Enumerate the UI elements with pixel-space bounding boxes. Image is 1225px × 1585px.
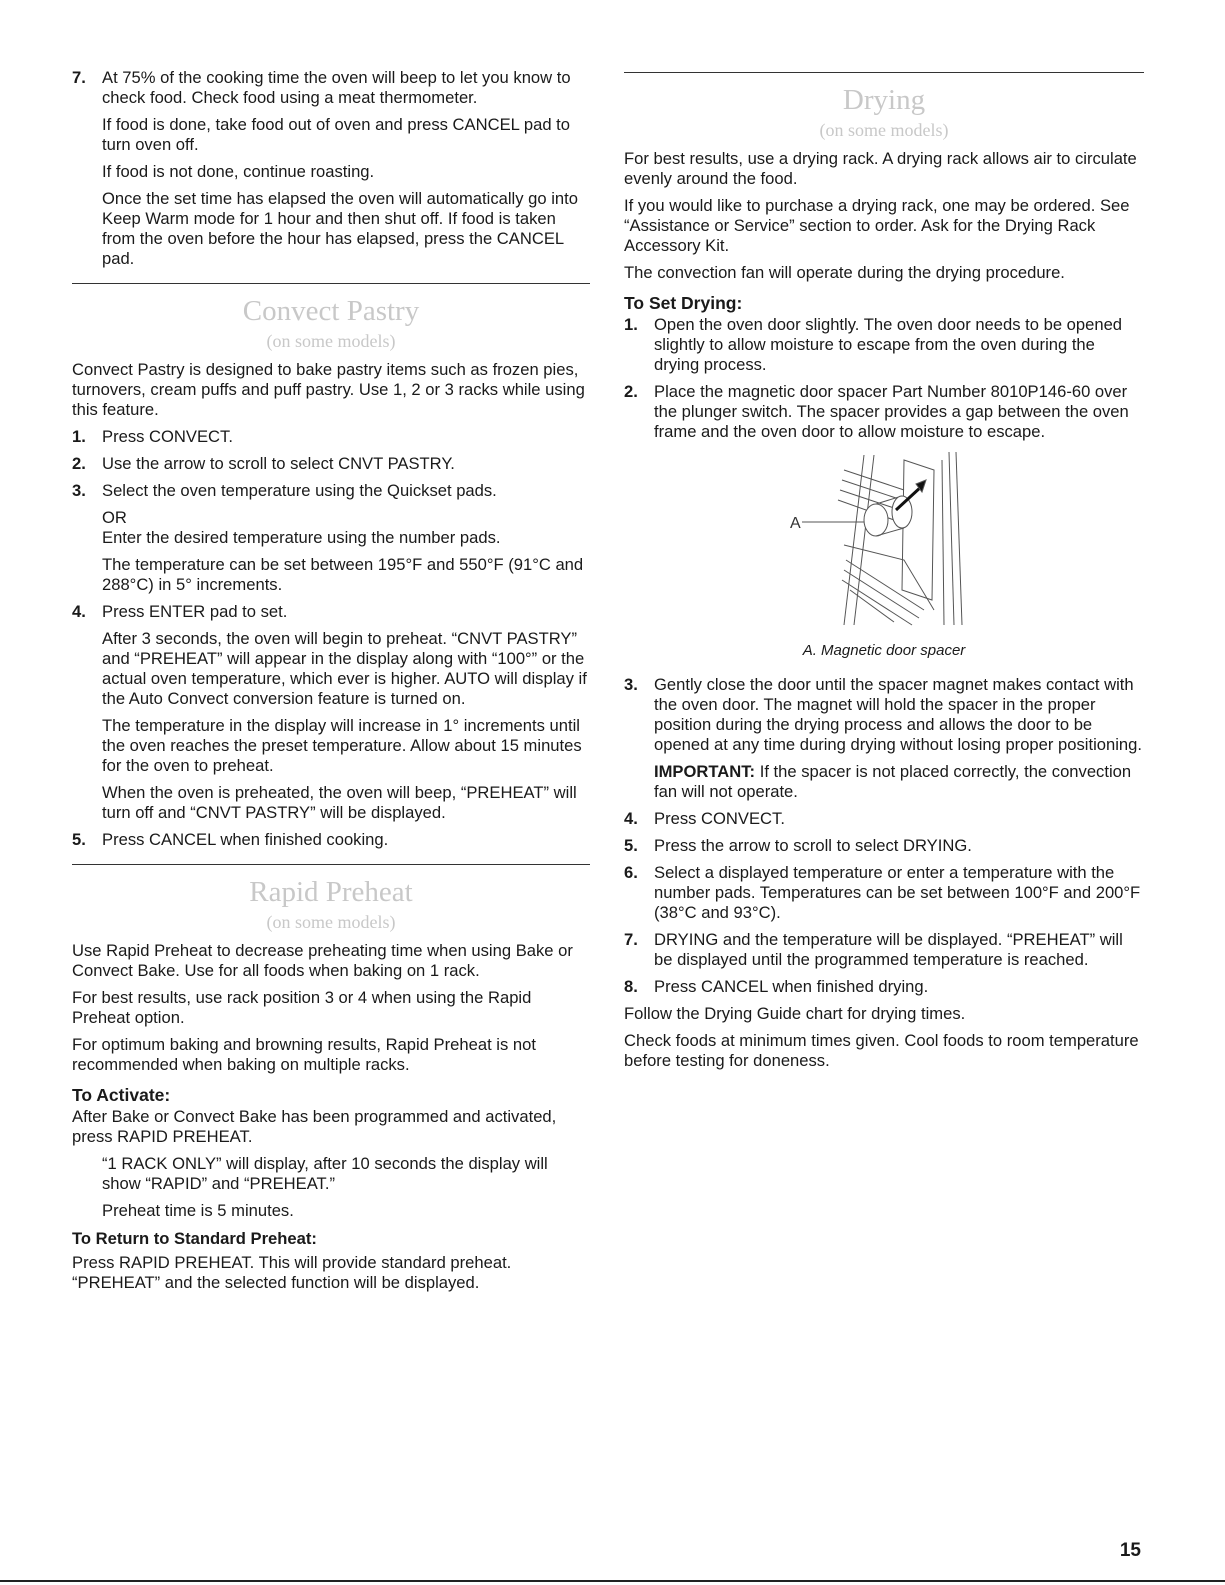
page-number: 15	[1119, 1540, 1141, 1561]
paragraph: After Bake or Convect Bake has been programmed and activated, press RAPID PREHEAT.	[72, 1107, 557, 1146]
list-item	[624, 382, 1144, 442]
step-text: When the oven is preheated, the oven will beep, “PREHEAT” will turn off and “CNVT PASTRY” will be displayed.	[102, 783, 577, 822]
list-item	[624, 977, 1144, 997]
paragraph: Follow the Drying Guide chart for drying times.	[624, 1004, 966, 1023]
section-subtitle: (on some models)	[819, 120, 949, 140]
step-number: 4.	[72, 602, 86, 621]
list-item	[72, 830, 590, 850]
step-number: 2.	[624, 382, 638, 401]
important-note	[654, 762, 1144, 802]
list-item	[72, 454, 590, 474]
section-divider	[624, 72, 1144, 73]
left-column	[72, 68, 590, 1300]
list-item	[72, 427, 590, 447]
page-bottom-rule	[0, 1580, 1225, 1582]
paragraph: For best results, use a drying rack. A drying rack allows air to circulate evenly around the food.	[624, 149, 1137, 188]
step-number: 1.	[624, 315, 638, 334]
paragraph: For best results, use rack position 3 or 4 when using the Rapid Preheat option.	[72, 988, 532, 1027]
list-item	[624, 809, 1144, 829]
list-item	[624, 836, 1144, 856]
subheading: To Set Drying:	[624, 293, 743, 313]
list-item	[72, 602, 590, 823]
section-divider	[72, 283, 590, 284]
figure-label: A	[790, 515, 801, 532]
section-title: Drying	[842, 84, 926, 116]
paragraph: Convect Pastry is designed to bake pastry items such as frozen pies, turnovers, cream puffs and puff pastry. Use 1, 2 or 3 racks while using this feature.	[72, 360, 585, 419]
step-text: Select the oven temperature using the Quickset pads.	[102, 481, 497, 500]
step-text: Open the oven door slightly. The oven door needs to be opened slightly to allow moisture to escape from the oven during the drying process.	[654, 315, 1123, 374]
paragraph: Press RAPID PREHEAT. This will provide standard preheat. “PREHEAT” and the selected function will be displayed.	[72, 1253, 512, 1292]
step-or: OR	[102, 508, 127, 527]
section-title: Convect Pastry	[242, 295, 420, 327]
step-number: 7.	[624, 930, 638, 949]
step-text: Press CONVECT.	[102, 427, 233, 446]
step-text: Select a displayed temperature or enter a temperature with the number pads. Temperatures can be set between 100°F and 200°F (38°C and 93°C).	[654, 863, 1141, 922]
rapid-preheat-section	[72, 875, 590, 1293]
step-text: Press the arrow to scroll to select DRYING.	[654, 836, 972, 855]
paragraph: If food is not done, continue roasting.	[102, 162, 375, 181]
paragraph: Use Rapid Preheat to decrease preheating time when using Bake or Convect Bake. Use for all foods when baking on 1 rack.	[72, 941, 573, 980]
step-text: DRYING and the temperature will be displayed. “PREHEAT” will be displayed until the programmed temperature is reached.	[654, 930, 1123, 969]
step-number: 8.	[624, 977, 638, 996]
step-text: Gently close the door until the spacer magnet makes contact with the oven door. The magnet will hold the spacer in the proper position during the drying process and allows the door to be opened at any time during drying without losing proper positioning.	[654, 675, 1142, 754]
right-column	[624, 68, 1144, 1078]
step-number: 1.	[72, 427, 86, 446]
paragraph: If food is done, take food out of oven and press CANCEL pad to turn oven off.	[102, 115, 570, 154]
roast-step-7	[72, 68, 590, 269]
list-item	[624, 863, 1144, 923]
paragraph: If you would like to purchase a drying rack, one may be ordered. See “Assistance or Service” section to order. Ask for the Drying Rack Accessory Kit.	[624, 196, 1130, 255]
step-text: Press CANCEL when finished drying.	[654, 977, 929, 996]
step-text: Place the magnetic door spacer Part Number 8010P146-60 over the plunger switch. The spacer provides a gap between the oven frame and the oven door to allow moisture to escape.	[654, 382, 1129, 441]
step-text: Press ENTER pad to set.	[102, 602, 288, 621]
list-item	[624, 675, 1144, 802]
step-number: 6.	[624, 863, 638, 882]
door-spacer-figure	[624, 450, 1144, 635]
step-text: Press CONVECT.	[654, 809, 785, 828]
section-divider	[72, 864, 590, 865]
step-number: 4.	[624, 809, 638, 828]
step-text: The temperature in the display will increase in 1° increments until the oven reaches the preset temperature. Allow about 15 minutes for the oven to preheat.	[102, 716, 582, 775]
subheading: To Activate:	[72, 1085, 171, 1105]
paragraph: Preheat time is 5 minutes.	[102, 1201, 294, 1220]
figure-caption: A. Magnetic door spacer	[802, 642, 966, 659]
list-item	[624, 930, 1144, 970]
drying-section	[624, 83, 1144, 1071]
step-text: The temperature can be set between 195°F and 550°F (91°C and 288°C) in 5° increments.	[102, 555, 584, 594]
step-text: Use the arrow to scroll to select CNVT PASTRY.	[102, 454, 455, 473]
important-label: IMPORTANT:	[654, 762, 756, 781]
paragraph: Once the set time has elapsed the oven will automatically go into Keep Warm mode for 1 hour and then shut off. If food is taken from the oven before the hour has elapsed, press the CANCEL pad.	[102, 189, 578, 268]
paragraph: At 75% of the cooking time the oven will beep to let you know to check food. Check food using a meat thermometer.	[102, 68, 571, 107]
list-item	[624, 315, 1144, 375]
step-number: 3.	[624, 675, 638, 694]
paragraph: “1 RACK ONLY” will display, after 10 seconds the display will show “RAPID” and “PREHEAT.”	[102, 1154, 548, 1193]
important-text: If the spacer is not placed correctly, the convection fan will not operate.	[654, 762, 1132, 801]
step-text: Press CANCEL when finished cooking.	[102, 830, 389, 849]
step-text: After 3 seconds, the oven will begin to preheat. “CNVT PASTRY” and “PREHEAT” will appear in the display along with “100°” or the actual oven temperature, which ever is higher. AUTO will display if the Auto Convect conversion feature is turned on.	[102, 629, 587, 708]
section-subtitle: (on some models)	[266, 912, 396, 932]
subheading: To Return to Standard Preheat:	[72, 1229, 317, 1248]
step-text: Enter the desired temperature using the number pads.	[102, 528, 501, 547]
step-number: 5.	[72, 830, 86, 849]
list-item	[72, 481, 590, 595]
door-spacer-illustration	[784, 450, 984, 630]
step-number: 5.	[624, 836, 638, 855]
paragraph: For optimum baking and browning results, Rapid Preheat is not recommended when baking on multiple racks.	[72, 1035, 536, 1074]
convect-pastry-section	[72, 294, 590, 850]
section-title: Rapid Preheat	[249, 876, 413, 908]
step-number: 7.	[72, 68, 86, 87]
step-number: 3.	[72, 481, 86, 500]
paragraph: Check foods at minimum times given. Cool foods to room temperature before testing for doneness.	[624, 1031, 1139, 1070]
paragraph: The convection fan will operate during the drying procedure.	[624, 263, 1065, 282]
section-subtitle: (on some models)	[266, 331, 396, 351]
step-number: 2.	[72, 454, 86, 473]
